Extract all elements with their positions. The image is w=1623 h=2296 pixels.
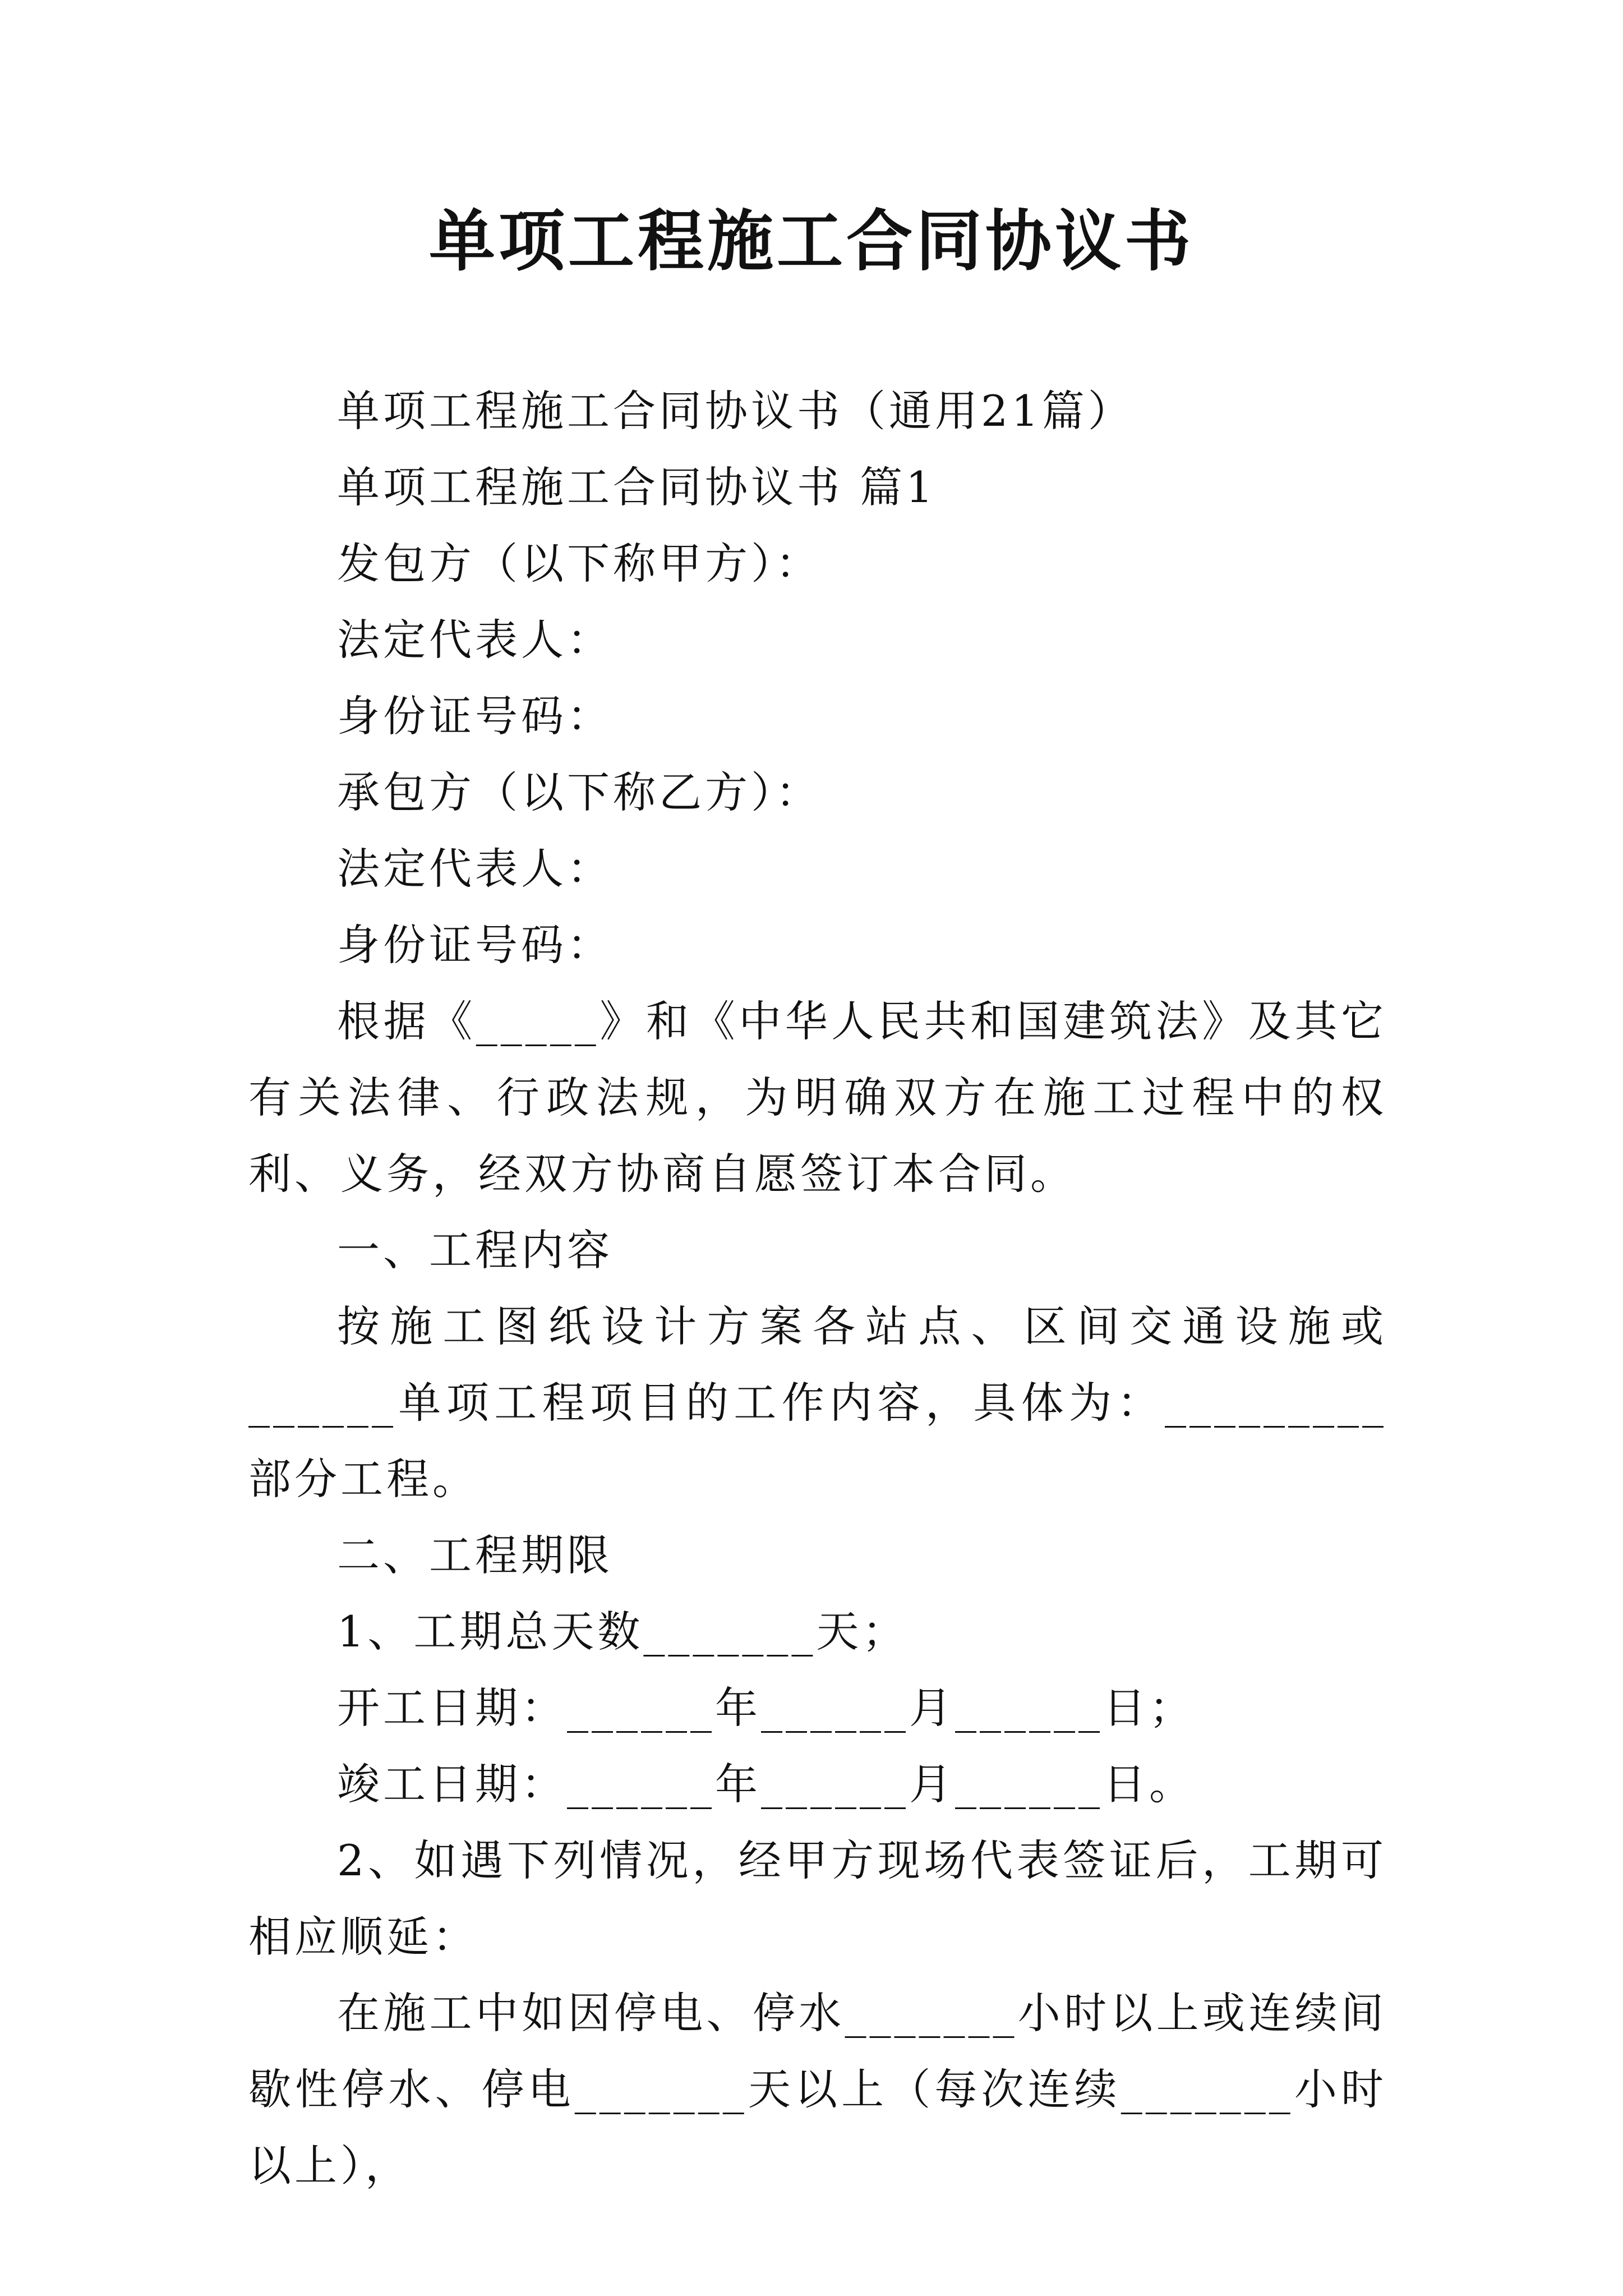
paragraph-total-days: 1、工期总天数_______天；	[337, 1607, 909, 1657]
paragraph-subtitle: 单项工程施工合同协议书（通用21篇）	[337, 386, 1134, 436]
paragraph-party-b-id: 身份证号码：	[337, 920, 613, 970]
paragraph-start-date: 开工日期：______年______月______日；	[337, 1683, 1195, 1733]
paragraph-party-a-id: 身份证号码：	[337, 691, 613, 741]
document-body	[248, 373, 1387, 2204]
paragraph-outage: 在施工中如因停电、停水_______小时以上或连续间歇性停水、停电_______天以上（每次连续_______小时以上），	[248, 1988, 1387, 2191]
paragraph-party-b-representative: 法定代表人：	[337, 844, 613, 894]
paragraph-heading-duration: 二、工程期限	[337, 1530, 613, 1580]
paragraph-completion-date: 竣工日期：______年______月______日。	[337, 1759, 1195, 1809]
paragraph-party-b: 承包方（以下称乙方）：	[337, 767, 822, 817]
paragraph-preamble: 根据《_____》和《中华人民共和国建筑法》及其它有关法律、行政法规，为明确双方在施工过程中的权利、义务，经双方协商自愿签订本合同。	[248, 996, 1387, 1199]
paragraph-section-heading: 单项工程施工合同协议书 篇1	[337, 462, 937, 512]
paragraph-party-a-representative: 法定代表人：	[337, 615, 613, 665]
paragraph-heading-scope: 一、工程内容	[337, 1225, 613, 1275]
paragraph-scope: 按施工图纸设计方案各站点、区间交通设施或______单项工程项目的工作内容，具体为：_________部分工程。	[248, 1301, 1387, 1504]
paragraph-extension: 2、如遇下列情况，经甲方现场代表签证后，工期可相应顺延：	[248, 1835, 1387, 1962]
document-title: 单项工程施工合同协议书	[428, 202, 1194, 280]
paragraph-party-a: 发包方（以下称甲方）：	[337, 539, 822, 588]
